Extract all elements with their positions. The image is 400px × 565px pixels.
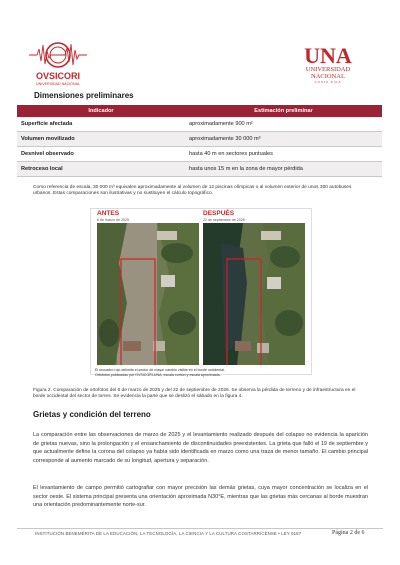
- table-cell-indicator: Retroceso local: [17, 162, 185, 177]
- table-header-row: [17, 105, 382, 117]
- table-cell-value: hasta 40 m en sectores puntuales: [185, 147, 382, 162]
- before-orthophoto: [97, 223, 199, 365]
- before-date: 6 de marzo de 2025: [97, 218, 129, 222]
- paragraph: La comparación entre las observaciones de marzo de 2025 y el levantamiento realizado después del colapso no evidencia la aparición de grietas nuevas, sino la prolongación y el ensanchamiento de discontinuidades preexistentes. La grieta que falló el 19 de septiembre y que actualmente define la corona del colapso ya había sido identificada en marzo como una traza de menor tamaño. El cambio principal corresponde al aumento marcado de su longitud, apertura y separación.: [33, 432, 368, 464]
- table-cell-indicator: Superficie afectada: [17, 117, 185, 132]
- svg-text:NACIONAL: NACIONAL: [311, 73, 345, 80]
- table-cell-value: aproximadamente 30 000 m³: [185, 132, 382, 147]
- svg-text:COSTA RICA: COSTA RICA: [314, 80, 342, 84]
- svg-text:OVSICORI: OVSICORI: [35, 71, 81, 81]
- footer-divider: [17, 528, 383, 529]
- before-label: ANTES: [97, 210, 120, 217]
- section-title-grietas: Grietas y condición del terreno: [33, 410, 151, 419]
- table-row: [17, 147, 382, 162]
- svg-text:UNA: UNA: [304, 43, 352, 68]
- paragraph: El levantamiento de campo permitió cartografiar con mayor precisión las demás grietas, cuya mayor concentración se localiza en el sector oeste. El sistema principal presenta una orientación aproximada N30°E, mientras que las grietas más cercanas al borde muestran una orientación predominantemente norte-sur.: [33, 485, 368, 509]
- svg-text:UNIVERSIDAD: UNIVERSIDAD: [305, 66, 351, 73]
- table-row: [17, 132, 382, 147]
- figure-footnote-line: El recuadro rojo delimita el sector de mayor cambio visible en el borde occidental.: [95, 368, 226, 372]
- after-orthophoto: [203, 223, 305, 365]
- table-row: [17, 162, 382, 177]
- after-label: DESPUÉS: [203, 210, 235, 217]
- column-header: Estimación preliminar: [185, 105, 382, 117]
- figure-footnote: [95, 368, 305, 377]
- table-cell-value: aproximadamente 900 m²: [185, 117, 382, 132]
- svg-text:UNIVERSIDAD NACIONAL: UNIVERSIDAD NACIONAL: [36, 82, 80, 86]
- table-cell-indicator: Desnivel observado: [17, 147, 185, 162]
- scale-note: Como referencia de escala, 30 000 m³ equivalen aproximadamente al volumen de 12 piscinas olímpicas o al volumen exterior de unos 300 autobuses urbanos. Estas comparaciones son ilustrativas y no sustituyen el cálculo topográfico.: [33, 185, 352, 197]
- page-number: Página 2 de 6: [332, 530, 365, 536]
- column-header: Indicador: [17, 105, 185, 117]
- table-cell-indicator: Volumen movilizado: [17, 132, 185, 147]
- ovsicori-logo: [23, 34, 93, 90]
- footer-institution-text: INSTITUCIÓN BENEMÉRITA DE LA EDUCACIÓN, LA TECNOLOGÍA, LA CIENCIA Y LA CULTURA COSTARRICENSE • LEY 9187: [35, 531, 302, 536]
- figure-footnote-line: Ortofotos publicadas por OVSICORI-UNA; escala común y escala aproximada.: [95, 372, 221, 377]
- table-row: [17, 117, 382, 132]
- dimensions-table: [17, 105, 382, 177]
- una-logo: [278, 43, 378, 95]
- orthophoto-comparison-figure: [90, 208, 312, 375]
- after-date: 22 de septiembre de 2026: [203, 218, 245, 222]
- figure-caption: Figura 2. Comparación de ortofotos del 6 de marzo de 2025 y del 22 de septiembre de 2026. Se observa la pérdida de terreno y de infraestructura en el borde occidental del sector de torres. Se evidencia la parte que se deslizó el sábado en la figura 4.: [33, 388, 356, 400]
- section-title-dimensiones: Dimensiones preliminares: [34, 91, 134, 100]
- table-cell-value: hasta unos 15 m en la zona de mayor pérdida: [185, 162, 382, 177]
